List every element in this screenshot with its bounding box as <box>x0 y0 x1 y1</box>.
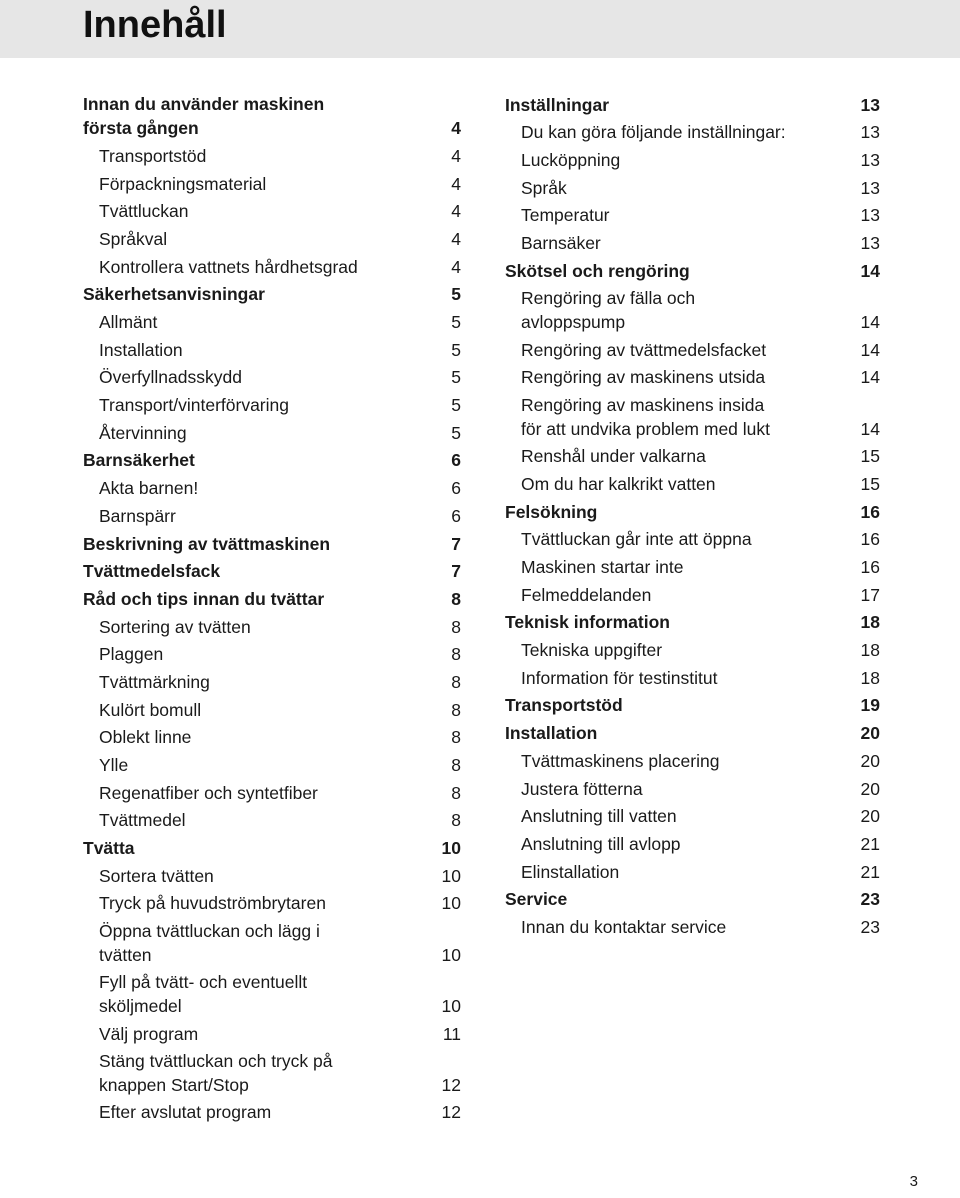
toc-entry-page: 8 <box>451 727 461 748</box>
toc-entry-page: 23 <box>860 916 880 937</box>
toc-entry[interactable] <box>83 89 461 140</box>
toc-entry-page: 18 <box>860 612 880 633</box>
toc-entry-page: 16 <box>860 557 880 577</box>
toc-entry[interactable] <box>83 666 461 694</box>
toc-entry-label: Förpackningsmaterial <box>99 173 267 194</box>
toc-entry-label: Språk <box>521 177 567 198</box>
toc-entry-page: 14 <box>860 260 880 281</box>
toc-entry[interactable] <box>505 662 880 690</box>
toc-entry-label: Säkerhetsanvisningar <box>83 284 265 305</box>
toc-entry-label: Elinstallation <box>521 861 620 882</box>
toc-entry-label: Innan du kontaktar service <box>521 916 727 937</box>
toc-entry[interactable] <box>83 860 461 888</box>
toc-entry[interactable] <box>83 279 461 307</box>
toc-entry[interactable] <box>505 227 880 255</box>
toc-entry-page: 14 <box>860 418 880 439</box>
toc-entry-label: Maskinen startar inte <box>521 557 684 577</box>
toc-entry[interactable] <box>505 911 880 939</box>
toc-entry-page: 15 <box>860 473 880 494</box>
toc-entry-label: Öppna tvättluckan och lägg i tvätten <box>99 920 320 965</box>
toc-entry-label: Tvättmedelsfack <box>83 561 221 582</box>
toc-entry[interactable] <box>83 805 461 833</box>
toc-entry-page: 19 <box>860 695 880 716</box>
toc-entry-page: 14 <box>860 339 880 360</box>
toc-entry-page: 13 <box>860 122 880 143</box>
toc-entry-page: 20 <box>860 750 880 771</box>
toc-entry-label: Sortering av tvätten <box>99 616 251 637</box>
toc-entry-label: Barnspärr <box>99 505 176 526</box>
toc-entry-label: Ylle <box>99 755 129 775</box>
toc-entry-label: Barnsäker <box>521 233 601 254</box>
toc-entry[interactable] <box>505 283 880 334</box>
toc-entry-page: 13 <box>860 177 880 198</box>
toc-entry[interactable] <box>83 362 461 390</box>
toc-entry-label: Felsökning <box>505 501 598 522</box>
toc-entry-label: Stäng tvättluckan och tryck på knappen Start/Stop <box>99 1050 333 1095</box>
toc-entry-page: 6 <box>451 478 461 499</box>
toc-entry[interactable] <box>505 362 880 390</box>
toc-entry[interactable] <box>83 639 461 667</box>
toc-entry-label: Fyll på tvätt- och eventuellt sköljmedel <box>99 971 308 1016</box>
toc-entry[interactable] <box>505 255 880 283</box>
toc-entry-label: Akta barnen! <box>99 478 199 499</box>
toc-entry-page: 8 <box>451 671 461 692</box>
toc-entry[interactable] <box>83 967 461 1018</box>
toc-entry[interactable] <box>505 172 880 200</box>
toc-entry[interactable] <box>505 468 880 496</box>
toc-entry-page: 8 <box>451 810 461 831</box>
toc-entry[interactable] <box>83 1046 461 1097</box>
toc-entry-page: 10 <box>441 944 461 965</box>
toc-entry[interactable] <box>505 884 880 912</box>
toc-entry[interactable] <box>83 306 461 334</box>
toc-entry-page: 16 <box>860 529 880 550</box>
toc-entry-page: 8 <box>451 644 461 665</box>
toc-entry-page: 13 <box>860 233 880 254</box>
toc-entry-label: Rengöring av fälla och avloppspump <box>521 288 696 332</box>
toc-entry-label: Barnsäkerhet <box>83 450 195 471</box>
toc-entry-label: Tvättmedel <box>99 810 186 831</box>
toc-entry-page: 16 <box>860 501 880 522</box>
toc-entry[interactable] <box>83 1097 461 1125</box>
toc-entry[interactable] <box>83 334 461 362</box>
toc-entry[interactable] <box>505 524 880 552</box>
toc-entry-page: 12 <box>441 1102 461 1123</box>
toc-entry-label: Sortera tvätten <box>99 865 214 886</box>
toc-entry[interactable] <box>83 223 461 251</box>
toc-entry-page: 4 <box>451 145 461 166</box>
toc-entry-label: Anslutning till vatten <box>521 806 677 827</box>
toc-entry[interactable] <box>83 583 461 611</box>
toc-entry-page: 5 <box>451 284 461 305</box>
toc-entry-page: 13 <box>860 205 880 226</box>
toc-entry-page: 5 <box>451 339 461 360</box>
toc-entry[interactable] <box>83 777 461 805</box>
toc-entry-page: 8 <box>451 616 461 637</box>
toc-entry[interactable] <box>83 1018 461 1046</box>
toc-entry-page: 20 <box>860 806 880 827</box>
toc-entry[interactable] <box>505 607 880 635</box>
toc-entry-page: 10 <box>441 838 461 859</box>
toc-entry-page: 18 <box>860 667 880 688</box>
toc-entry-page: 23 <box>860 889 880 910</box>
toc-entry-page: 5 <box>451 395 461 416</box>
toc-entry-page: 8 <box>451 755 461 775</box>
toc-entry-page: 6 <box>451 505 461 526</box>
toc-entry-page: 18 <box>860 640 880 661</box>
toc-entry-label: Råd och tips innan du tvättar <box>83 588 325 609</box>
toc-entry-label: Beskrivning av tvättmaskinen <box>83 533 331 554</box>
toc-entry-label: Allmänt <box>99 312 158 332</box>
toc-entry-page: 10 <box>441 893 461 914</box>
toc-entry[interactable] <box>83 389 461 417</box>
toc-entry-label: Temperatur <box>521 205 610 226</box>
toc-entry-label: Om du har kalkrikt vatten <box>521 473 716 494</box>
toc-column-right <box>505 89 880 939</box>
toc-entry-page: 20 <box>860 723 880 744</box>
toc-entry[interactable] <box>505 144 880 172</box>
toc-entry[interactable] <box>83 140 461 168</box>
toc-entry[interactable] <box>83 417 461 445</box>
toc-entry-label: Tvättluckan går inte att öppna <box>521 529 752 550</box>
toc-entry[interactable] <box>83 528 461 556</box>
toc-entry[interactable] <box>505 117 880 145</box>
toc-entry[interactable] <box>83 556 461 584</box>
toc-entry-page: 11 <box>442 1023 461 1044</box>
toc-entry-label: Transportstöd <box>99 145 207 166</box>
toc-entry-page: 21 <box>860 861 880 882</box>
page-number: 3 <box>909 1173 918 1190</box>
toc-entry-label: Tryck på huvudströmbrytaren <box>99 893 326 914</box>
toc-entry-label: Installation <box>505 723 598 744</box>
toc-entry[interactable] <box>83 500 461 528</box>
toc-entry[interactable] <box>505 389 880 440</box>
toc-entry-label: Tvättmärkning <box>99 671 210 692</box>
toc-entry-label: Tekniska uppgifter <box>521 640 663 661</box>
toc-entry[interactable] <box>505 745 880 773</box>
toc-entry-label: Anslutning till avlopp <box>521 833 681 854</box>
toc-entry-label: Rengöring av tvättmedelsfacket <box>521 339 767 360</box>
toc-entry-page: 4 <box>451 201 461 222</box>
toc-entry-label: Installation <box>99 339 183 360</box>
toc-entry[interactable] <box>505 334 880 362</box>
toc-entry-page: 21 <box>860 833 880 854</box>
toc-entry-label: Överfyllnadsskydd <box>99 367 242 388</box>
toc-entry[interactable] <box>83 445 461 473</box>
toc-entry[interactable] <box>83 196 461 224</box>
toc-entry-page: 20 <box>860 778 880 799</box>
toc-entry[interactable] <box>505 441 880 469</box>
toc-entry-page: 13 <box>860 150 880 171</box>
toc-entry-label: Transportstöd <box>505 695 623 716</box>
toc-entry[interactable] <box>83 749 461 777</box>
toc-entry[interactable] <box>505 717 880 745</box>
toc-entry[interactable] <box>505 579 880 607</box>
toc-entry-label: Välj program <box>99 1023 199 1044</box>
toc-entry-label: Transport/vinterförvaring <box>99 395 289 416</box>
toc-entry-page: 4 <box>451 173 461 194</box>
toc-entry[interactable] <box>505 856 880 884</box>
toc-entry-page: 8 <box>451 588 461 609</box>
toc-entry-label: Regenatfiber och syntetfiber <box>99 782 318 803</box>
toc-entry[interactable] <box>83 694 461 722</box>
toc-entry[interactable] <box>505 496 880 524</box>
toc-entry-label: Tvättluckan <box>99 201 189 222</box>
toc-entry-label: Efter avslutat program <box>99 1102 272 1123</box>
toc-entry-label: Du kan göra följande inställningar: <box>521 122 786 143</box>
toc-entry[interactable] <box>505 551 880 579</box>
toc-entry-label: Skötsel och rengöring <box>505 260 690 281</box>
toc-entry-label: Rengöring av maskinens utsida <box>521 367 766 388</box>
toc-entry[interactable] <box>505 773 880 801</box>
toc-entry-page: 10 <box>441 995 461 1016</box>
toc-entry-label: Teknisk information <box>505 612 670 633</box>
toc-entry-page: 13 <box>860 94 880 115</box>
toc-entry[interactable] <box>83 611 461 639</box>
toc-entry-page: 17 <box>860 584 880 605</box>
toc-entry-label: Inställningar <box>505 94 610 115</box>
toc-entry-page: 4 <box>451 228 461 249</box>
toc-entry-page: 6 <box>451 450 461 471</box>
toc-entry-page: 7 <box>451 533 461 554</box>
toc-entry-label: Tvätta <box>83 838 135 859</box>
toc-entry[interactable] <box>505 89 880 117</box>
page-title: Innehåll <box>83 4 227 46</box>
toc-entry-label: Service <box>505 889 568 910</box>
toc-entry[interactable] <box>83 251 461 279</box>
toc-entry-label: Språkval <box>99 228 168 249</box>
toc-entry[interactable] <box>505 200 880 228</box>
toc-entry-label: Justera fötterna <box>521 778 643 799</box>
toc-entry-page: 4 <box>451 118 461 139</box>
toc-entry-page: 8 <box>451 782 461 803</box>
toc-entry-page: 5 <box>451 367 461 388</box>
toc-entry-label: Information för testinstitut <box>521 667 718 688</box>
toc-column-left <box>83 89 461 1124</box>
toc-entry[interactable] <box>83 888 461 916</box>
toc-entry[interactable] <box>83 915 461 966</box>
toc-entry[interactable] <box>83 722 461 750</box>
toc-entry[interactable] <box>505 828 880 856</box>
toc-entry[interactable] <box>505 801 880 829</box>
toc-entry[interactable] <box>83 472 461 500</box>
toc-entry-label: Återvinning <box>99 422 187 443</box>
toc-entry[interactable] <box>83 832 461 860</box>
toc-entry-label: Kontrollera vattnets hårdhetsgrad <box>99 256 358 277</box>
toc-entry[interactable] <box>505 634 880 662</box>
toc-entry-page: 12 <box>441 1074 461 1095</box>
toc-entry-label: Renshål under valkarna <box>521 446 706 467</box>
toc-entry-label: Tvättmaskinens placering <box>521 750 720 771</box>
toc-entry[interactable] <box>505 690 880 718</box>
toc-entry-label: Oblekt linne <box>99 727 192 748</box>
toc-entry-page: 10 <box>441 865 461 886</box>
toc-entry-page: 5 <box>451 312 461 332</box>
toc-entry-label: Lucköppning <box>521 150 621 171</box>
toc-entry-page: 7 <box>451 561 461 582</box>
toc-entry-label: Rengöring av maskinens insida för att undvika problem med lukt <box>521 394 771 439</box>
toc-entry-page: 14 <box>860 367 880 388</box>
header-band <box>0 0 960 58</box>
toc-entry-page: 5 <box>451 422 461 443</box>
toc-entry-page: 4 <box>451 256 461 277</box>
toc-entry-label: Kulört bomull <box>99 699 202 720</box>
toc-entry-page: 14 <box>860 312 880 332</box>
toc-entry-page: 8 <box>451 699 461 720</box>
toc-entry-label: Innan du använder maskinen första gången <box>83 94 325 139</box>
toc-entry[interactable] <box>83 168 461 196</box>
toc-entry-label: Plaggen <box>99 644 164 665</box>
toc-entry-page: 15 <box>860 446 880 467</box>
toc-entry-label: Felmeddelanden <box>521 584 652 605</box>
